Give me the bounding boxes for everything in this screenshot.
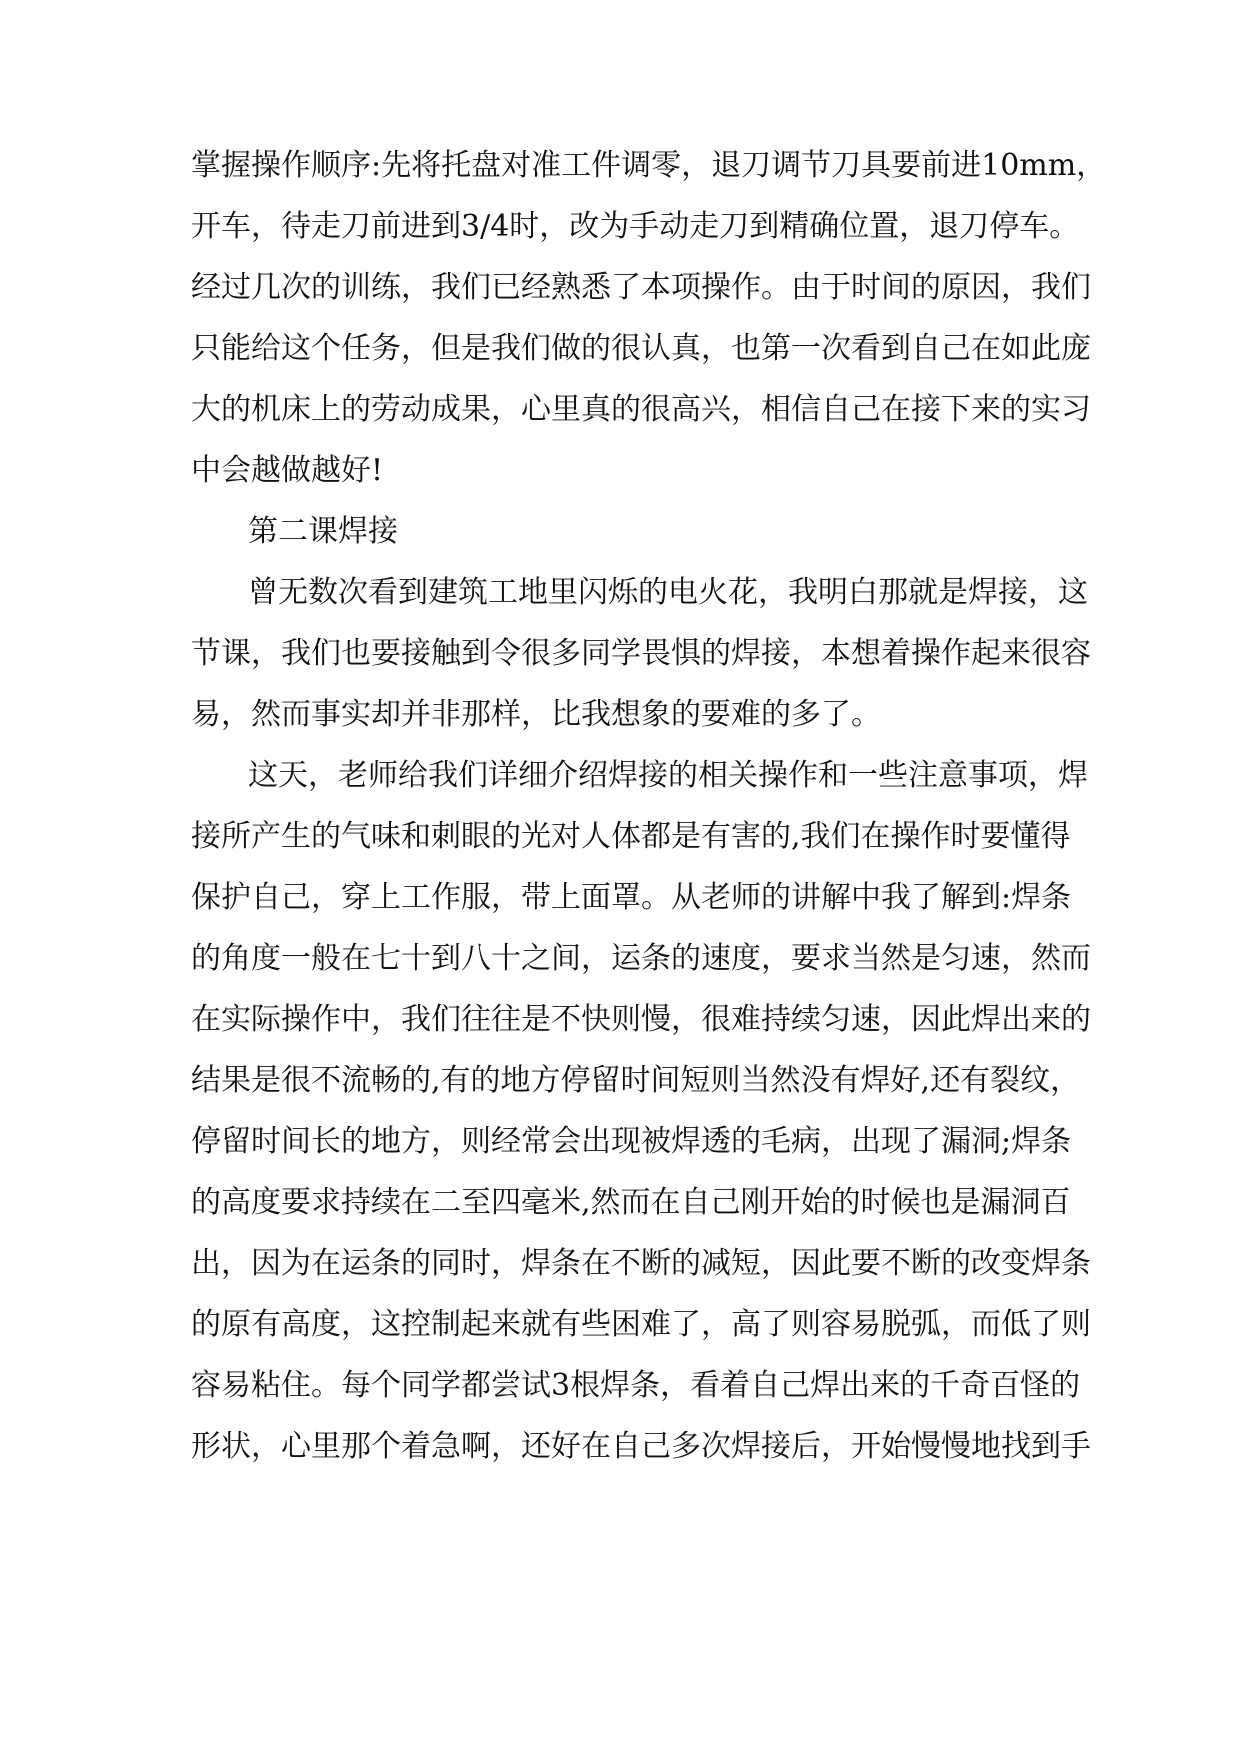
text-line: 开车，待走刀前进到3/4时，改为手动走刀到精确位置，退刀停车。 bbox=[191, 209, 1080, 244]
text-line: 在实际操作中，我们往往是不快则慢，很难持续匀速，因此焊出来的 bbox=[191, 1002, 1091, 1037]
text-line: 中会越做越好! bbox=[191, 453, 384, 488]
text-line: 曾无数次看到建筑工地里闪烁的电火花，我明白那就是焊接，这 bbox=[248, 575, 1088, 610]
text-line: 经过几次的训练，我们已经熟悉了本项操作。由于时间的原因，我们 bbox=[191, 270, 1091, 305]
text-line: 接所产生的气味和刺眼的光对人体都是有害的,我们在操作时要懂得 bbox=[191, 819, 1071, 854]
text-line: 的高度要求持续在二至四毫米,然而在自己刚开始的时候也是漏洞百 bbox=[191, 1185, 1071, 1220]
text-line: 保护自己，穿上工作服，带上面罩。从老师的讲解中我了解到:焊条 bbox=[191, 880, 1072, 915]
text-line: 节课，我们也要接触到令很多同学畏惧的焊接，本想着操作起来很容 bbox=[191, 636, 1091, 671]
text-line: 这天，老师给我们详细介绍焊接的相关操作和一些注意事项，焊 bbox=[248, 758, 1088, 793]
text-line: 容易粘住。每个同学都尝试3根焊条，看着自己焊出来的千奇百怪的 bbox=[191, 1368, 1081, 1403]
text-line: 形状，心里那个着急啊，还好在自己多次焊接后，开始慢慢地找到手 bbox=[191, 1429, 1091, 1464]
text-line: 出，因为在运条的同时，焊条在不断的减短，因此要不断的改变焊条 bbox=[191, 1246, 1091, 1281]
section-heading: 第二课焊接 bbox=[248, 514, 398, 549]
text-line: 掌握操作顺序:先将托盘对准工件调零，退刀调节刀具要前进10mm， bbox=[191, 148, 1107, 183]
text-line: 的角度一般在七十到八十之间，运条的速度，要求当然是匀速，然而 bbox=[191, 941, 1091, 976]
text-line: 只能给这个任务，但是我们做的很认真，也第一次看到自己在如此庞 bbox=[191, 331, 1091, 366]
text-line: 结果是很不流畅的,有的地方停留时间短则当然没有焊好,还有裂纹， bbox=[191, 1063, 1081, 1098]
text-line: 大的机床上的劳动成果，心里真的很高兴，相信自己在接下来的实习 bbox=[191, 392, 1091, 427]
text-line: 易，然而事实却并非那样，比我想象的要难的多了。 bbox=[191, 697, 881, 732]
text-line: 停留时间长的地方，则经常会出现被焊透的毛病，出现了漏洞;焊条 bbox=[191, 1124, 1072, 1159]
text-line: 的原有高度，这控制起来就有些困难了，高了则容易脱弧，而低了则 bbox=[191, 1307, 1091, 1342]
